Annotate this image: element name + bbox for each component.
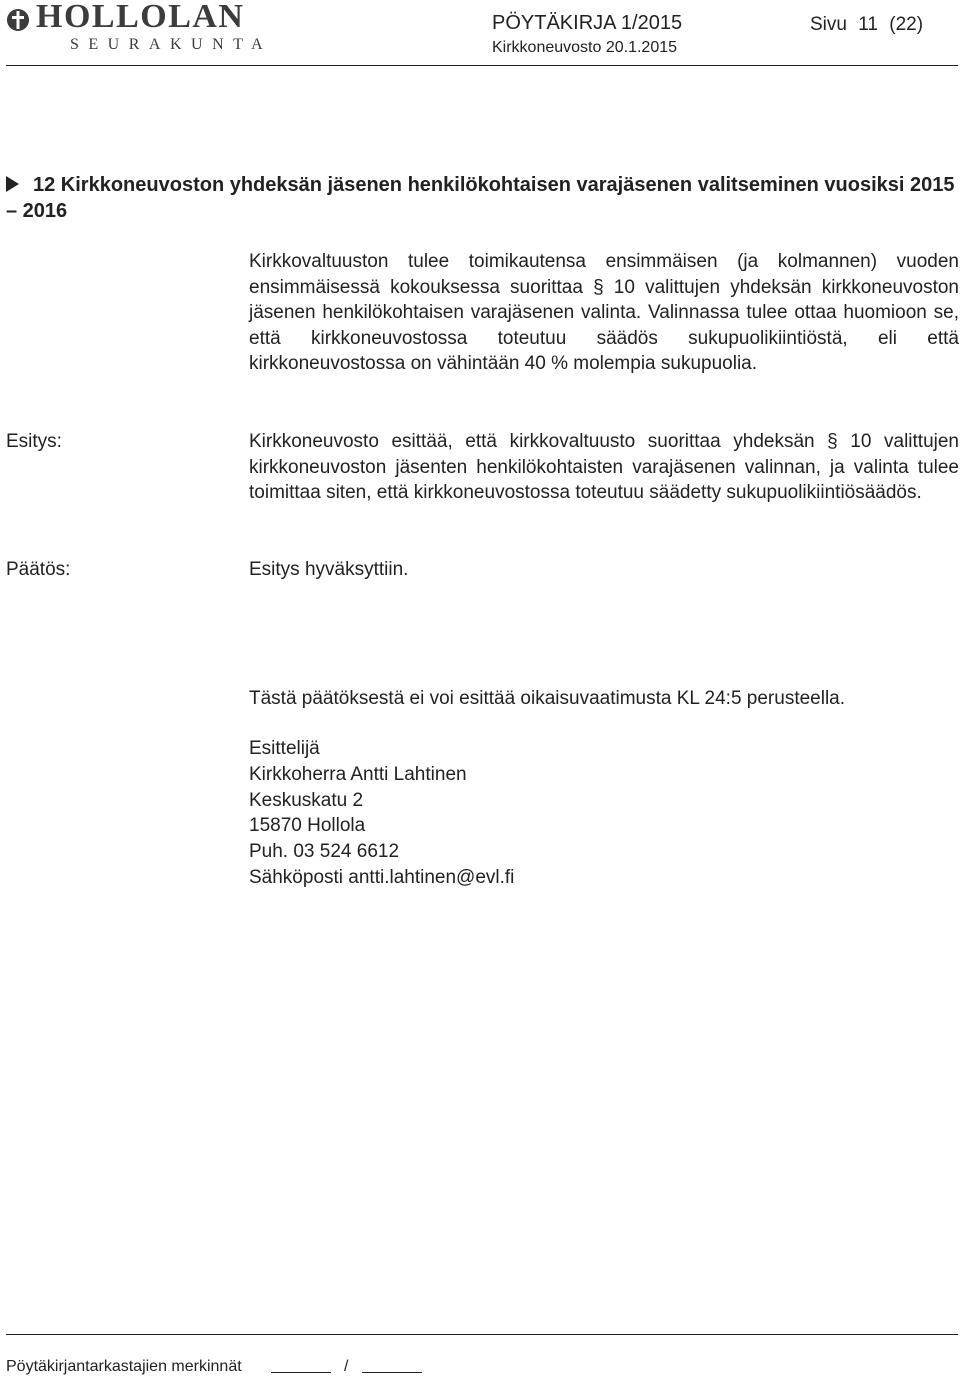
paatos-paragraph: Esitys hyväksyttiin.	[249, 559, 409, 580]
presenter-street: Keskuskatu 2	[249, 789, 364, 811]
presenter-postal: 15870 Hollola	[249, 815, 366, 837]
cross-emblem-icon	[6, 6, 30, 34]
presenter-role: Esittelijä	[249, 738, 320, 759]
presenter-block	[249, 736, 514, 891]
meeting-date: Kirkkoneuvosto 20.1.2015	[492, 39, 678, 56]
intro-paragraph: Kirkkovaltuuston tulee toimikautensa ensimmäisen (ja kolmannen) vuoden ensimmäisessä kokouksessa suorittaa § 10 valittujen yhdeksän kirkkoneuvoston jäsenen henkilökohtaisen varajäsenen valinta. Valinnassa tulee ottaa huomioon se, että kirkkoneuvostossa toteutuu säädös sukupuolikiintiöstä, eli että kirkkoneuvostossa on vähintään 40 % molempia sukupuolia.	[249, 251, 959, 374]
presenter-phone: Puh. 03 524 6612	[249, 841, 400, 863]
document-title: PÖYTÄKIRJA 1/2015	[492, 12, 683, 34]
appeal-notice: Tästä päätöksestä ei voi esittää oikaisuvaatimusta KL 24:5 perusteella.	[249, 688, 846, 709]
logo-name: HOLLOLAN	[36, 0, 245, 35]
footer-divider	[6, 1334, 958, 1335]
arrow-icon	[6, 176, 19, 192]
esitys-paragraph: Kirkkoneuvosto esittää, että kirkkovaltuusto suorittaa yhdeksän § 10 valittujen kirkkoneuvoston jäsenten henkilökohtaisten varajäsenen valinnan, ja valinta tulee toimittaa siten, että kirkkoneuvostossa toteutuu säädetty sukupuolikiintiösäädös.	[249, 431, 959, 503]
page-number: Sivu 11 (22)	[810, 14, 924, 35]
header-divider	[6, 65, 958, 66]
initials-line-1	[271, 1372, 331, 1373]
initials-line-2	[362, 1372, 422, 1373]
esitys-label: Esitys:	[6, 431, 62, 452]
logo-subtitle: SEURAKUNTA	[70, 36, 273, 53]
presenter-email: Sähköposti antti.lahtinen@evl.fi	[249, 866, 515, 888]
footer	[6, 1358, 422, 1376]
initials-separator: /	[344, 1358, 349, 1375]
paatos-label: Päätös:	[6, 559, 71, 580]
section-heading	[6, 172, 960, 224]
presenter-name: Kirkkoherra Antti Lahtinen	[249, 763, 467, 785]
parish-logo	[6, 0, 276, 60]
footer-label: Pöytäkirjantarkastajien merkinnät	[6, 1358, 242, 1375]
section-heading-text: 12 Kirkkoneuvoston yhdeksän jäsenen henkilökohtaisen varajäsenen valitseminen vuosiksi 2015 – 2016	[6, 174, 955, 222]
